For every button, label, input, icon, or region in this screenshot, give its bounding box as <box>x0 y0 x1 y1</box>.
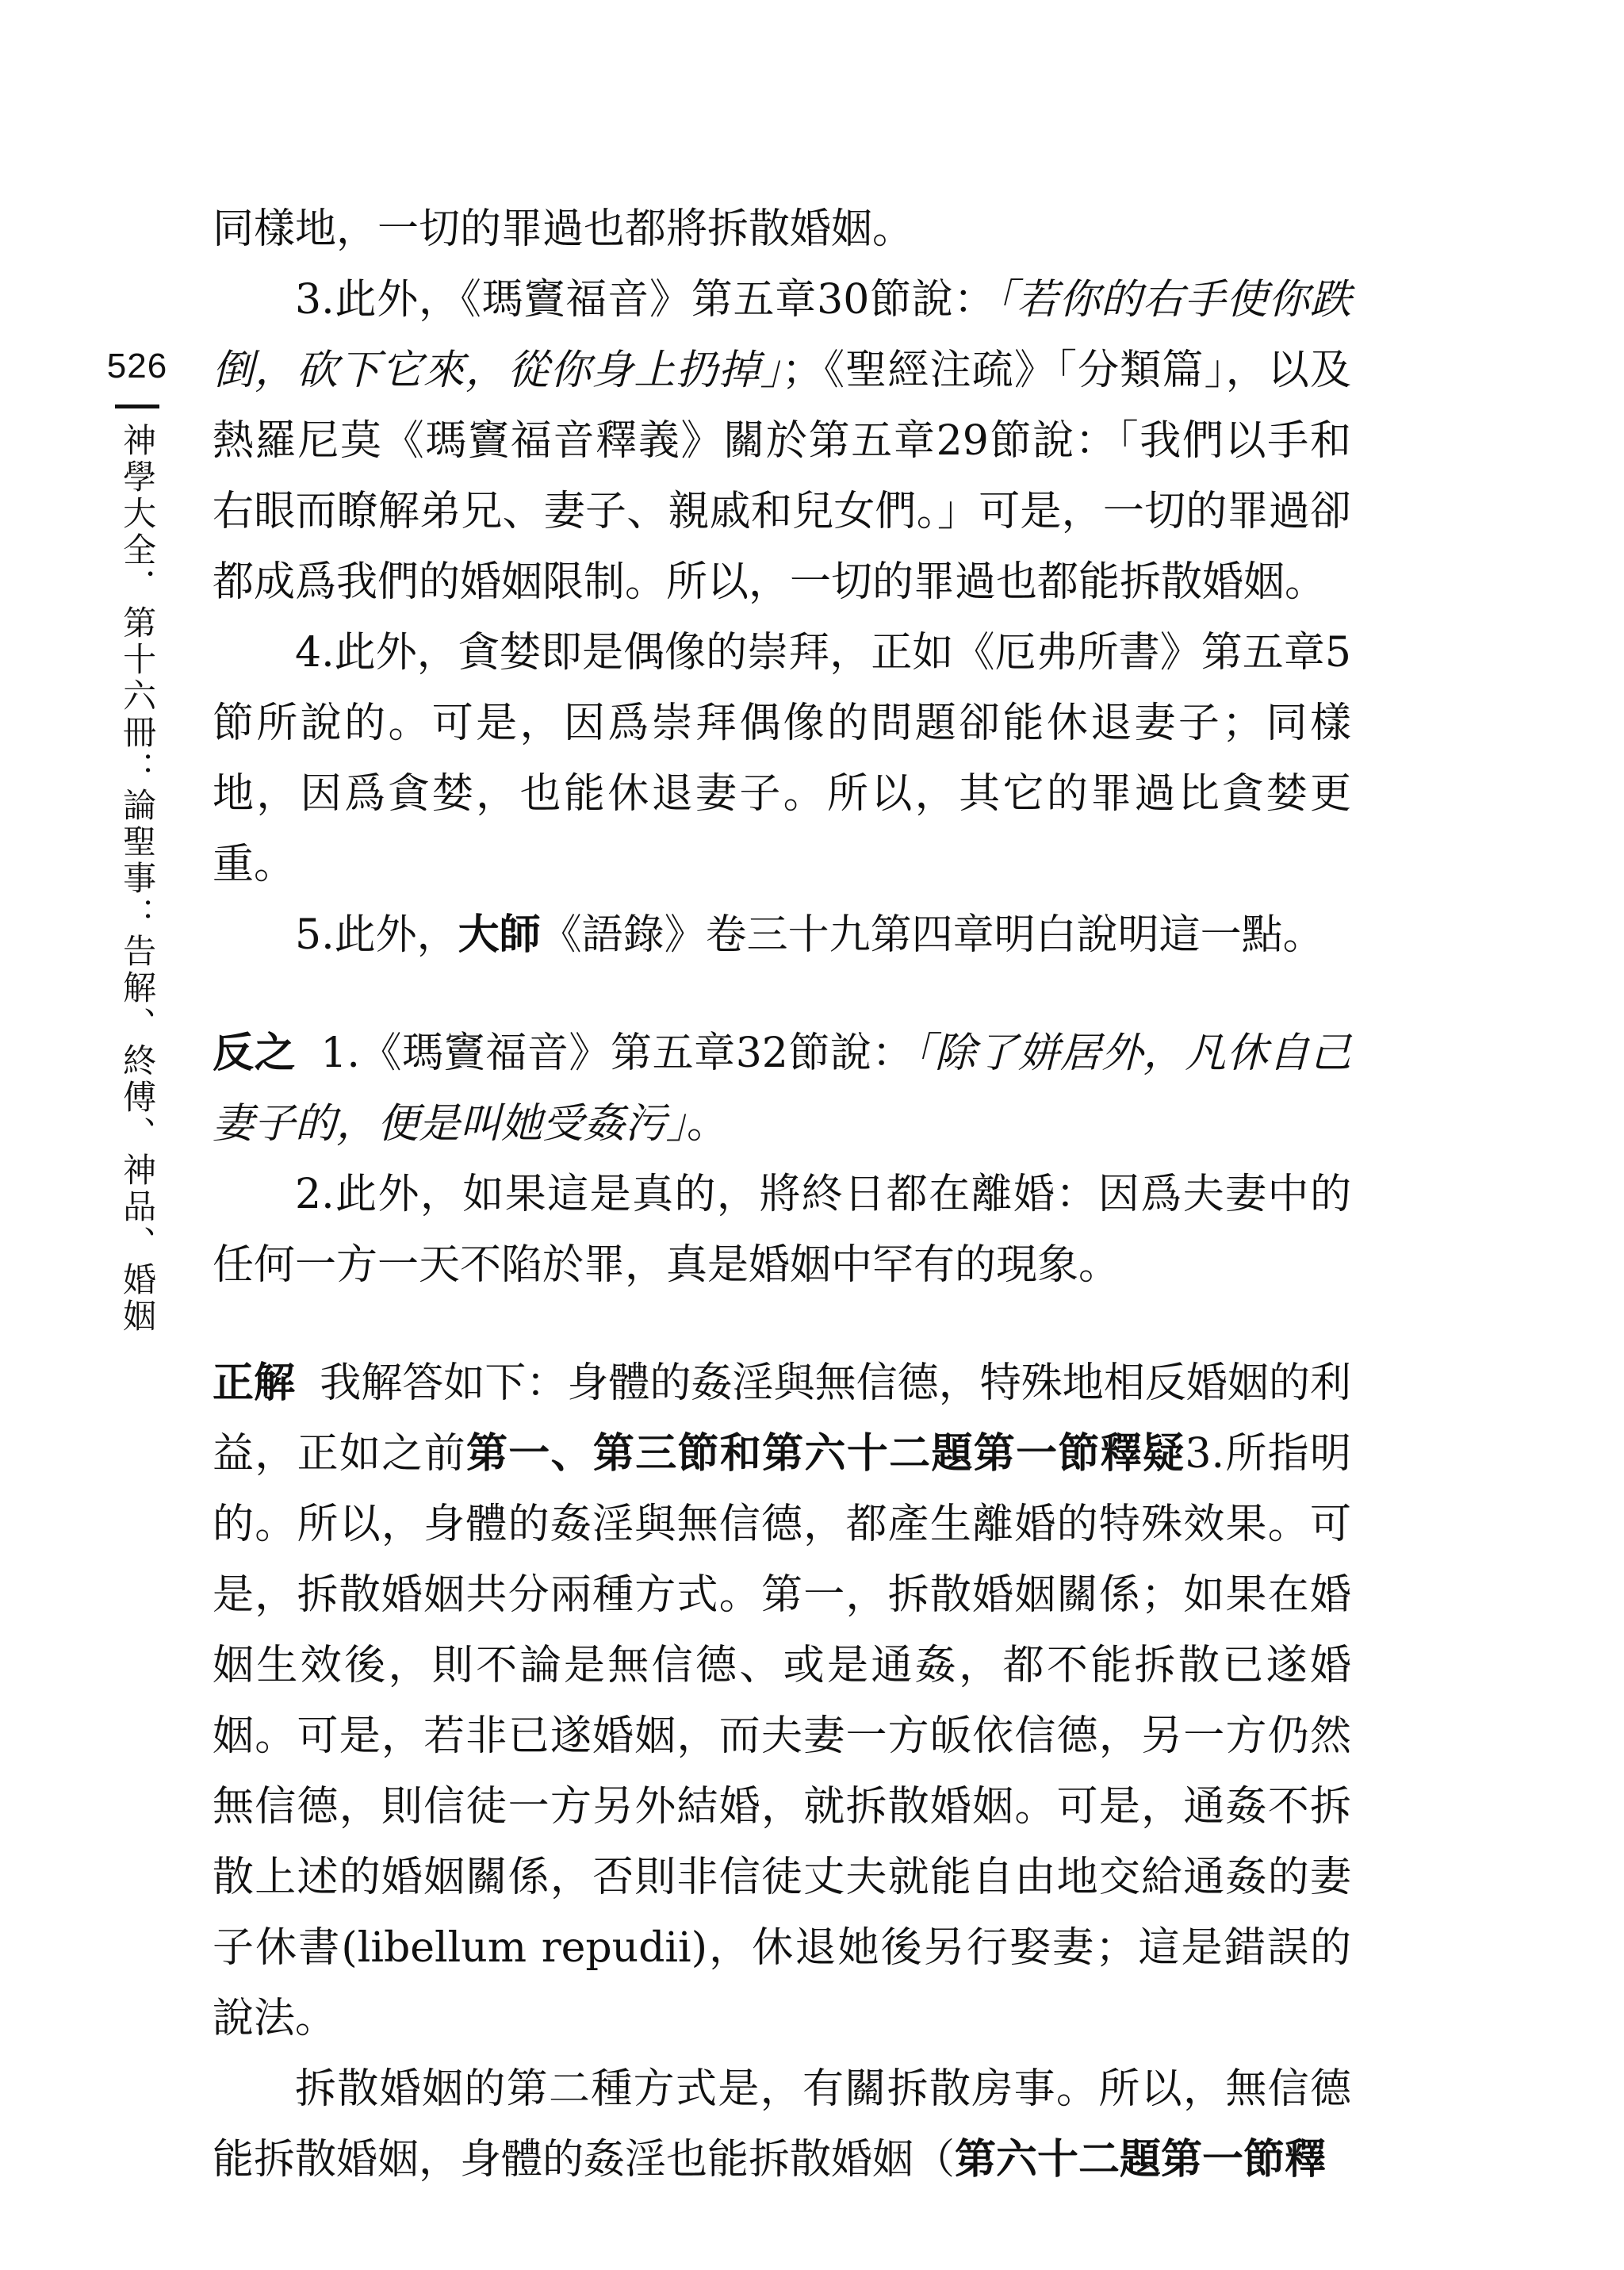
answer-label: 正解 <box>213 1359 296 1407</box>
contra-paragraph-2 <box>213 1160 1351 1301</box>
paragraph-2 <box>213 265 1351 618</box>
paragraph-2-post: ；《聖經注疏》「分類篇」，以及熱羅尼莫《瑪竇福音釋義》關於第五章29節說：「我們以手和右眼而瞭解弟兄、妻子、親戚和兒女們。」可是，一切的罪過卻都成爲我們的婚姻限制。所以，一切的罪過也都能拆散婚姻。 <box>213 347 1351 606</box>
body-text <box>213 194 1351 2195</box>
answer-p1-pre: 我解答如下：身體的姦淫與無信德，特殊地相反婚姻的利益，正如之前 <box>213 1359 1351 1478</box>
paragraph-1-text: 同樣地，一切的罪過也都將拆散婚姻。 <box>213 205 914 253</box>
running-title: 神學大全．第十六冊：論聖事：告解、終傅、神品、婚姻 <box>118 423 158 1335</box>
paragraph-4 <box>213 900 1351 971</box>
paragraph-2-pre: 3.此外，《瑪竇福音》第五章30節說： <box>295 276 996 324</box>
page-margin <box>94 349 181 1335</box>
contra-p1-quote: 「除了姘居外，凡休自己妻子的，便是叫她受姦污」 <box>213 1030 1351 1148</box>
contra-p1-pre: 1.《瑪竇福音》第五章32節說： <box>320 1030 914 1077</box>
contra-paragraph-1 <box>213 1018 1351 1160</box>
paragraph-4-bold: 大師 <box>458 911 541 959</box>
paragraph-4-pre: 5.此外， <box>295 911 458 959</box>
answer-paragraph-1 <box>213 1348 1351 2054</box>
contra-label: 反之 <box>213 1030 297 1077</box>
paragraph-4-post: 《語錄》卷三十九第四章明白說明這一點。 <box>540 911 1324 959</box>
answer-p2-pre: 拆散婚姻的第二種方式是，有關拆散房事。所以，無信德能拆散婚姻，身體的姦淫也能拆散婚姻（ <box>213 2065 1351 2184</box>
paragraph-2-quote: 「若你的右手使你跌倒，砍下它來，從你身上扔掉」 <box>213 276 1351 394</box>
page-number: 526 <box>106 347 168 385</box>
paragraph-3-text: 4.此外，貪婪即是偶像的崇拜，正如《厄弗所書》第五章5節所說的。可是，因爲崇拜偶像的問題卻能休退妻子；同樣地，因爲貪婪，也能休退妻子。所以，其它的罪過比貪婪更重。 <box>213 629 1351 888</box>
contra-p2-text: 2.此外，如果這是真的，將終日都在離婚：因爲夫妻中的任何一方一天不陷於罪，真是婚姻中罕有的現象。 <box>213 1171 1351 1289</box>
paragraph-1 <box>213 194 1351 265</box>
answer-p2-bold: 第六十二題第一節釋 <box>955 2136 1327 2184</box>
answer-p1-bold: 第一、第三節和第六十二題第一節釋疑 <box>465 1430 1185 1478</box>
answer-paragraph-2 <box>213 2054 1351 2195</box>
margin-rule <box>115 405 159 408</box>
contra-p1-post: 。 <box>687 1100 729 1148</box>
answer-p1-post: 3.所指明的。所以，身體的姦淫與無信德，都產生離婚的特殊效果。可是，拆散婚姻共分兩種方式。第一，拆散婚姻關係；如果在婚姻生效後，則不論是無信德、或是通姦，都不能拆散已遂婚姻。可是，若非已遂婚姻，而夫妻一方皈依信德，另一方仍然無信德，則信徒一方另外結婚，就拆散婚姻。可是，通姦不拆散上述的婚姻關係，否則非信徒丈夫就能自由地交給通姦的妻子休書(libellum repudii)，休退她後另行娶妻；這是錯誤的說法。 <box>213 1430 1351 2042</box>
paragraph-3 <box>213 618 1351 900</box>
